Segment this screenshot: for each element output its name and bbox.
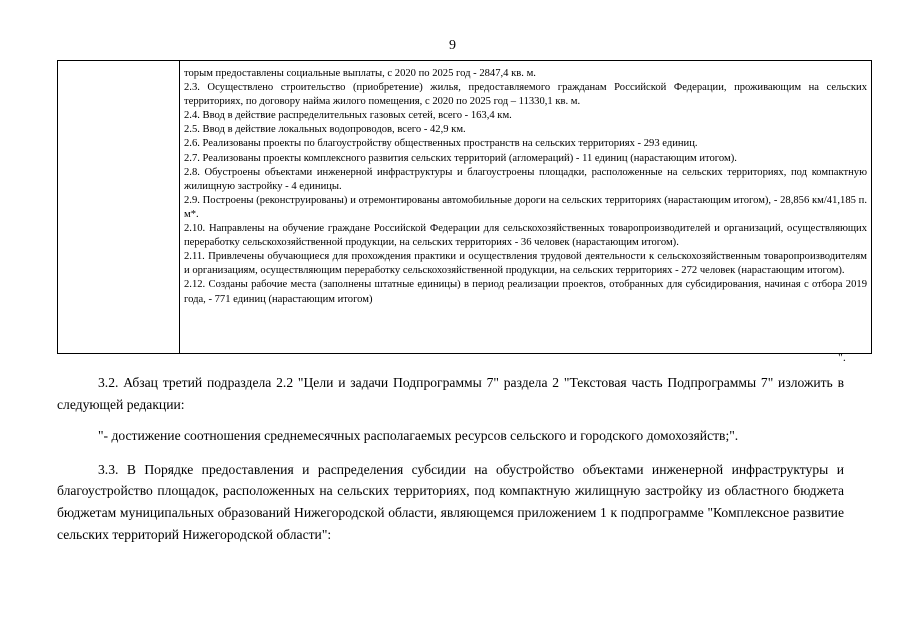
table-line: 2.9. Построены (реконструированы) и отремонтированы автомобильные дороги на сельских территориях (нарастающим итогом), - 28,856 км/41,185 п. м*.: [184, 194, 867, 220]
table-line: 2.6. Реализованы проекты по благоустройству общественных пространств на сельских территориях - 293 единиц.: [184, 138, 698, 150]
closing-quote: ".: [838, 350, 846, 364]
table-line: 2.3. Осуществлено строительство (приобретение) жилья, предоставляемого гражданам Российской Федерации, проживающим на сельских территориях, по договору найма жилого помещения, с 2020 по 2025 год – 11330,1 кв. м.: [184, 82, 867, 108]
table-line: торым предоставлены социальные выплаты, с 2020 по 2025 год - 2847,4 кв. м.: [184, 68, 536, 79]
table-right-cell: [184, 67, 867, 307]
paragraph-3-3: 3.3. В Порядке предоставления и распределения субсидии на обустройство объектами инженерной инфраструктуры и благоустройство площадок, расположенных на сельских территориях, под компактную жилищную застройку из областного бюджета бюджетам муниципальных образований Нижегородской области, являющемся приложением 1 к подпрограмме "Комплексное развитие сельских территорий Нижегородской области":: [57, 461, 844, 542]
paragraph-quote: "- достижение соотношения среднемесячных располагаемых ресурсов сельского и городского домохозяйств;".: [98, 428, 739, 444]
table-line: 2.4. Ввод в действие распределительных газовых сетей, всего - 163,4 км.: [184, 110, 512, 122]
body-text: [57, 372, 844, 555]
table-line: 2.10. Направлены на обучение граждане Российской Федерации для сельскохозяйственных товаропроизводителей и организаций, осуществляющих переработку сельскохозяйственной продукции, на сельских территориях - 36 человек (нарастающим итогом).: [184, 223, 867, 249]
paragraph-3-2: 3.2. Абзац третий подраздела 2.2 "Цели и задачи Подпрограммы 7" раздела 2 "Текстовая часть Подпрограммы 7" изложить в следующей редакции:: [57, 375, 844, 412]
page-number: 9: [449, 38, 456, 53]
table-line: 2.5. Ввод в действие локальных водопроводов, всего - 42,9 км.: [184, 124, 466, 136]
table-left-cell: [58, 61, 180, 353]
table-line: 2.7. Реализованы проекты комплексного развития сельских территорий (агломераций) - 11 единиц (нарастающим итогом).: [184, 152, 737, 164]
indicators-table: [57, 60, 872, 354]
table-line: 2.8. Обустроены объектами инженерной инфраструктуры и благоустроены площадки, расположенные на сельских территориях, под компактную жилищную застройку - 4 единицы.: [184, 166, 867, 192]
table-line: 2.12. Созданы рабочие места (заполнены штатные единицы) в период реализации проектов, отобранных для субсидирования, начиная с отбора 2019 года, - 771 единиц (нарастающим итогом): [184, 279, 867, 305]
table-line: 2.11. Привлечены обучающиеся для прохождения практики и осуществления трудовой деятельности к сельскохозяйственным товаропроизводителям и организациям, осуществляющим переработку сельскохозяйственной продукции, на сельских территориях - 272 человек (нарастающим итогом).: [184, 251, 867, 277]
